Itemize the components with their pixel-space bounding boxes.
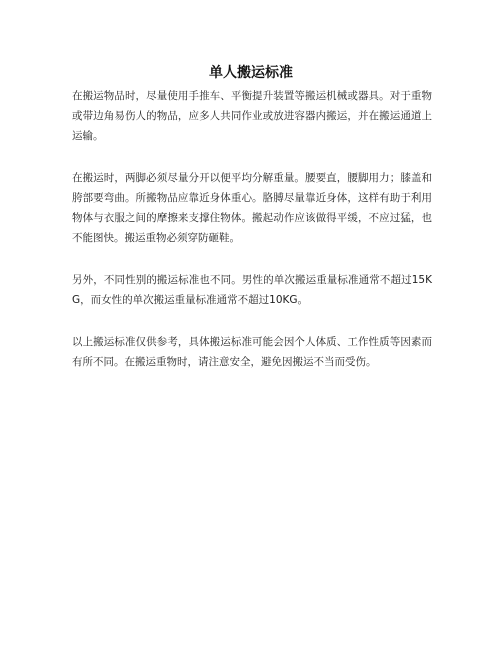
paragraph-gender-limits: 另外，不同性别的搬运标准也不同。男性的单次搬运重量标准通常不超过15KG，而女性的单次搬运重量标准通常不超过10KG。 <box>72 274 432 306</box>
paragraph-posture: 在搬运时，两脚必须尽量分开以便平均分解重量。腰要直，腰脚用力；膝盖和胯部要弯曲。所搬物品应靠近身体重心。胳膊尽量靠近身体，这样有助于利用物体与衣服之间的摩擦来支撑住物体。搬起动作应该做得平缓，不应过猛，也不能图快。搬运重物必须穿防砸鞋。 <box>72 172 432 244</box>
paragraph-disclaimer: 以上搬运标准仅供参考，具体搬运标准可能会因个人体质、工作性质等因素而有所不同。在搬运重物时，请注意安全，避免因搬运不当而受伤。 <box>72 336 432 368</box>
document-body <box>72 86 432 394</box>
document-title: 单人搬运标准 <box>209 65 293 81</box>
paragraph-tools: 在搬运物品时，尽量使用手推车、平衡提升装置等搬运机械或器具。对于重物或带边角易伤人的物品，应多人共同作业或放进容器内搬运，并在搬运通道上运输。 <box>72 90 432 142</box>
